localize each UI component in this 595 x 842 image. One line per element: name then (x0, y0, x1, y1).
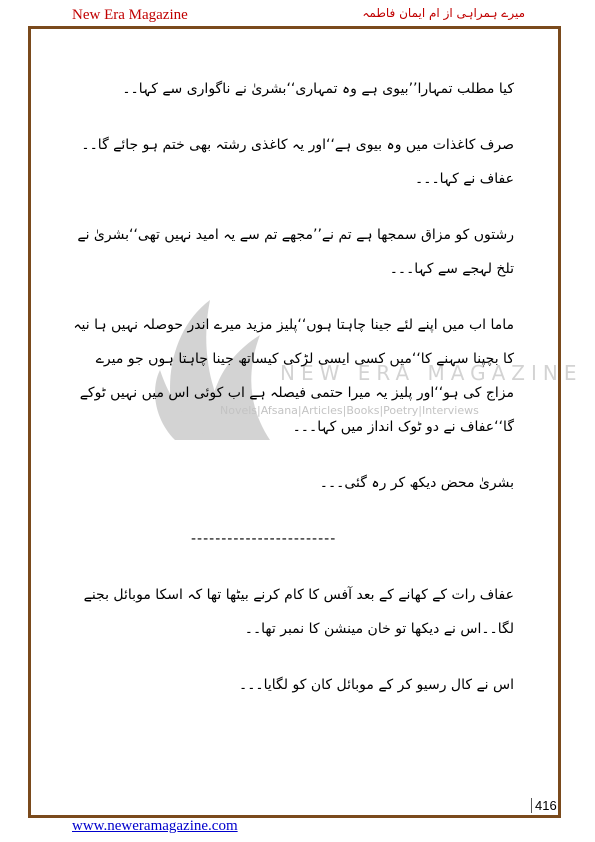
paragraph-3: رشتوں کو مزاق سمجھا ہے تم نے’’مجھے تم سے یہ امید نہیں تھی‘‘بشریٰ نے تلخ لہجے سے کہا۔۔۔ (77, 227, 514, 277)
novel-title: میرے ہمراہی از ام ایمان فاطمہ (362, 6, 525, 20)
watermark-tagline: Novels|Afsana|Articles|Books|Poetry|Interviews (220, 404, 479, 417)
paragraph-7: اس نے کال رسیو کر کے موبائل کان کو لگایا۔۔۔ (239, 677, 514, 693)
page-content (66, 72, 514, 724)
paragraph-4: ماما اب میں اپنے لئے جینا چاہتا ہوں‘‘پلیز مزید میرے اندر حوصلہ نہیں ہا نیہ کا بچپنا سہنے کا‘‘میں کسی ایسی لڑکی کیساتھ جینا چاہتا ہوں جو میرے مزاج کی ہو‘‘اور پلیز یہ میرا حتمی فیصلہ ہے اب کوئی اس میں نہیں ٹوکے گا‘‘عفاف نے دو ٹوک انداز میں کہا۔۔۔ (73, 317, 514, 435)
watermark-brand: NEW ERA MAGAZINE (280, 361, 583, 385)
page-number: 416 (531, 798, 557, 813)
website-link[interactable]: www.neweramagazine.com (72, 818, 238, 834)
magazine-name: New Era Magazine (72, 7, 188, 23)
paragraph-6: عفاف رات کے کھانے کے بعد آفس کا کام کرنے بیٹھا تھا کہ اسکا موبائل بجنے لگا۔۔اس نے دیکھا تو خان مینشن کا نمبر تھا۔۔ (83, 587, 514, 637)
scene-divider: ------------------------ (191, 531, 337, 547)
paragraph-5: بشریٰ محض دیکھ کر رہ گئی۔۔۔ (319, 475, 514, 491)
paragraph-1: کیا مطلب تمہارا’’بیوی ہے وہ تمہاری‘‘بشریٰ نے ناگواری سے کہا۔۔ (122, 81, 514, 97)
paragraph-2: صرف کاغذات میں وہ بیوی ہے‘‘اور یہ کاغذی رشتہ بھی ختم ہو جائے گا۔۔عفاف نے کہا۔۔۔ (81, 137, 514, 187)
